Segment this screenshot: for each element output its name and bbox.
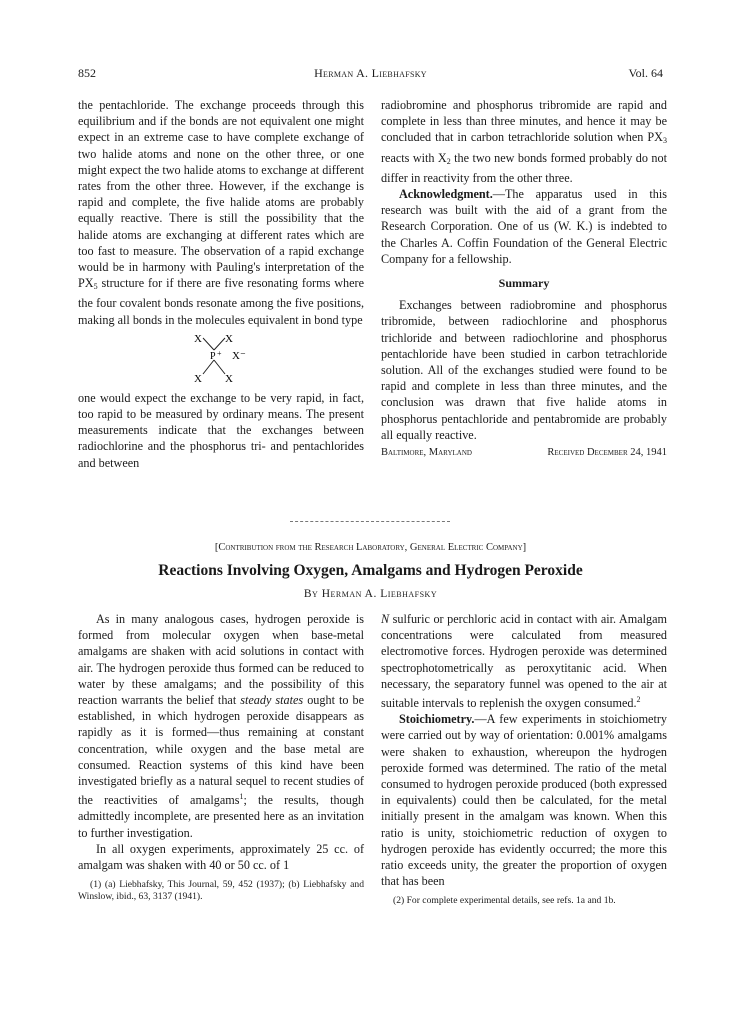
paragraph: In all oxygen experiments, approximately 25 cc. of amalgam was shaken with 40 or 50 cc. of 1 xyxy=(78,841,364,873)
contribution-line: [Contribution from the Research Laboratory, General Electric Company] xyxy=(214,542,527,553)
prev-article-column-left xyxy=(78,97,364,471)
formula-x-atom: X xyxy=(225,372,233,385)
summary-paragraph: Exchanges between radiobromine and phosphorus tribromide, between radiochlorine and phosphorus trichloride and between radiochlorine and phosphorus pentachloride have been studied in carbon tetrachloride solution. All of the exchanges studied were found to be rapid and complete in less than three minutes, and the conclusion was drawn that five halide atoms in phosphorus pentachloride and pentabromide are probably all equally reactive. xyxy=(381,298,667,442)
formula-x-atom: X xyxy=(225,332,233,345)
stoichiometry-paragraph: Stoichiometry.—A few experiments in stoichiometry were carried out by way of orientation: 0.001% amalgams were shaken to exhaustion, whereupon the hydrogen peroxide formed was determined. The ratio of the metal consumed to hydrogen peroxide produced (both expressed in equivalents) could then be calculated, for the metal initially present in the amalgam was known. When this ratio is unity, stoichiometric reduction of oxygen to hydrogen peroxide has evidently occurred; the more this ratio exceeds unity, the greater the proportion of oxygen that has been xyxy=(381,712,667,889)
byline: By Herman A. Liebhafsky xyxy=(303,588,438,600)
dateline xyxy=(381,445,667,461)
formula-p-atom: P xyxy=(210,350,216,362)
article-column-right xyxy=(381,611,667,907)
footnote: (1) (a) Liebhafsky, This Journal, 59, 452 (1937); (b) Liebhafsky and Winslow, ibid., 63, 3137 (1941). xyxy=(78,879,364,903)
running-head xyxy=(78,66,663,82)
paragraph: the pentachloride. The exchange proceeds through this equilibrium and if the bonds are not equivalent one might expect in an extreme case to have complete exchange of two halide atoms and none on the other three, or one might expect the two halide atoms to exchange at different rates from the other three. However, if the exchange is rapid and complete, the five halide atoms are probably equally reactive. There is still the possibility that the halide atoms are exchanging at different rates which are too fast to measure. The observation of a rapid exchange would be in harmony with Pauling's interpretation of the $PX_5$ structure for if there are five resonating forms where the four covalent bonds resonate among the five positions, making all bonds in the molecules equivalent in bond type xyxy=(78,98,364,327)
article-title: Reactions Involving Oxygen, Amalgams and Hydrogen Peroxide xyxy=(158,562,583,579)
article-column-left xyxy=(78,611,364,903)
received-date: Received December 24, 1941 xyxy=(547,447,667,459)
paragraph: N sulfuric or perchloric acid in contact with air. Amalgam concentrations were calculated from measured electromotive forces. Hydrogen peroxide was determined spectrophotometrically as peroxytitanic acid. When necessary, the separatory funnel was opened to the air at suitable intervals to replenish the oxygen consumed.$^2$ xyxy=(381,612,667,711)
formula-x-atom: X xyxy=(194,332,202,345)
summary-heading: Summary xyxy=(498,276,550,291)
formula-x-ion: X⁻ xyxy=(232,349,246,362)
article-separator xyxy=(290,521,450,522)
formula-x-atom: X xyxy=(194,372,202,385)
resonance-structure-formula xyxy=(78,330,364,386)
formula-charge: + xyxy=(217,348,222,358)
prev-article-column-right xyxy=(381,97,667,461)
paragraph: As in many analogous cases, hydrogen peroxide is formed from molecular oxygen when base-metal amalgams are shaken with acid solutions in contact with air. The hydrogen peroxide thus formed can be reduced to water by these amalgams; and the possibility of this reaction warrants the belief that steady states ought to be established, in which hydrogen peroxide disappears as rapidly as it is formed—thus remaining at constant concentration, while oxygen and the base metal are consumed. Reaction systems of this kind have been investigated briefly as a natural sequel to recent studies of the reactivities of amalgams$^1$; the results, though admittedly incomplete, are presented here as an invitation to further investigation. xyxy=(78,612,365,840)
paragraph: radiobromine and phosphorus tribromide are rapid and complete in less than three minutes, and hence it may be concluded that in carbon tetrachloride solution when $PX_3$ reacts with $X_2$ the two new bonds formed probably do not differ in reactivity from the other three. xyxy=(381,98,667,185)
running-head-author: Herman A. Liebhafsky xyxy=(314,66,427,80)
volume-label: Vol. 64 xyxy=(628,66,663,80)
page-number: 852 xyxy=(78,66,96,80)
paragraph: one would expect the exchange to be very rapid, in fact, too rapid to be measured by ordinary means. The present measurements indicate that the exchanges between radiochlorine and the phosphorus tri- and pentachlorides and between xyxy=(78,390,364,470)
footnote: (2) For complete experimental details, see refs. 1a and 1b. xyxy=(393,895,616,907)
bond-diagram xyxy=(78,330,364,386)
acknowledgment-paragraph: Acknowledgment.—The apparatus used in this research was built with the aid of a grant from the Research Corporation. One of us (W. K.) is indebted to the Charles A. Coffin Foundation of the General Electric Company for a fellowship. xyxy=(381,187,667,266)
location: Baltimore, Maryland xyxy=(381,447,472,459)
